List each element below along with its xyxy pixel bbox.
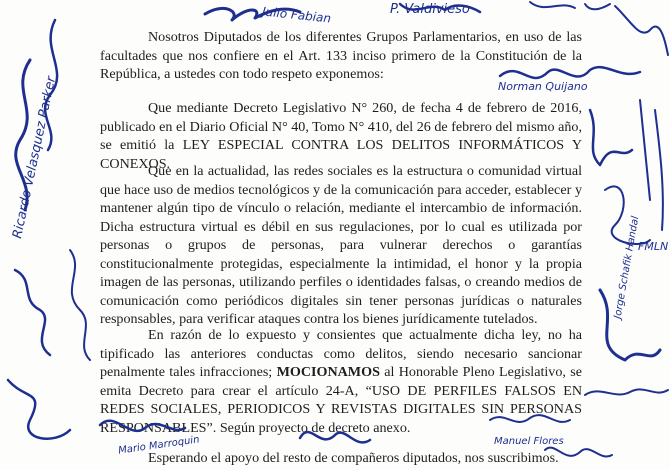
signature-name-valdivieso: P. Valdivieso — [390, 2, 470, 17]
signature-name-julio-fabian: Julio Fabian — [261, 4, 332, 26]
signature-name-schafik-handal: Jorge Schafik Handal — [612, 215, 642, 320]
signature-scribble — [615, 6, 668, 55]
motion-keyword: MOCIONAMOS — [276, 364, 380, 380]
signature-scribble — [585, 389, 668, 395]
signature-name-manuel-flores: Manuel Flores — [494, 436, 564, 447]
motion-paragraph-part-1: En razón de lo expuesto y consientes que actualmente dicha ley, no ha tipificado las anteriores conductas como delitos, siendo necesario sancionar penalmente tales infracciones; — [100, 327, 582, 380]
signature-name-mario-marroquin: Mario Marroquin — [117, 434, 201, 457]
signature-name-fmln: FMLN — [638, 240, 669, 253]
signature-name-velasquez-parker: Ricardo Velasquez Parker — [10, 75, 60, 240]
signature-scribble — [640, 100, 663, 230]
signature-scribble — [530, 2, 610, 9]
motion-paragraph-part-2: al Honorable Pleno Legislativo, se emita Decreto para crear el artículo 24-A, “USO DE PERFILES FALSOS EN REDES SOCIALES, PERIODICOS Y REVISTAS DIGITALES SIN PERSONAS RESPONSABLES”. Según proyecto de decreto anexo. — [100, 364, 582, 436]
law-name: LEY ESPECIAL CONTRA LOS DELITOS INFORMÁTICOS Y CONEXOS. — [100, 137, 582, 172]
signature-scribble — [8, 380, 70, 439]
signature-scribble — [70, 250, 90, 360]
signature-scribble — [15, 270, 50, 355]
social-networks-paragraph: Que en la actualidad, las redes sociales es la estructura o comunidad virtual que hace uso de medios tecnológicos y de la comunicación para acceder, establecer y mantener algún tipo de vínculo o relación, mediante el intercambio de información. Dicha estructura virtual es débil en sus regulaciones, por lo cual es utilizada por personas o grupos de personas, para vulnerar derechos o garantías constitucionalmente protegidas, especialmente la intimidad, el honor y la propia imagen de las personas, utilizando perfiles o identidades falsas, o creando medios de comunicación como periódicos digitales sin tener personas jurídicas o naturales responsables, para verificar ataques contra los bienes jurídicamente tutelados. — [100, 163, 582, 327]
signature-scribble — [590, 110, 632, 165]
signature-scribble — [600, 290, 660, 360]
signature-name-norman-quijano: Norman Quijano — [498, 80, 588, 93]
decree-paragraph-text: Que mediante Decreto Legislativo N° 260, de fecha 4 de febrero de 2016, publicado en el Diario Oficial N° 40, Tomo N° 410, del 26 de febrero del mismo año, se emitió la — [100, 100, 582, 153]
intro-paragraph: Nosotros Diputados de los diferentes Grupos Parlamentarios, en uso de las facultades que nos confiere en el Art. 133 inciso primero de la Constitución de la República, a ustedes con todo respeto exponemos: — [100, 29, 582, 82]
closing-paragraph: Esperando el apoyo del resto de compañeros diputados, nos suscribimos. — [148, 450, 559, 466]
motion-paragraph — [100, 326, 582, 437]
